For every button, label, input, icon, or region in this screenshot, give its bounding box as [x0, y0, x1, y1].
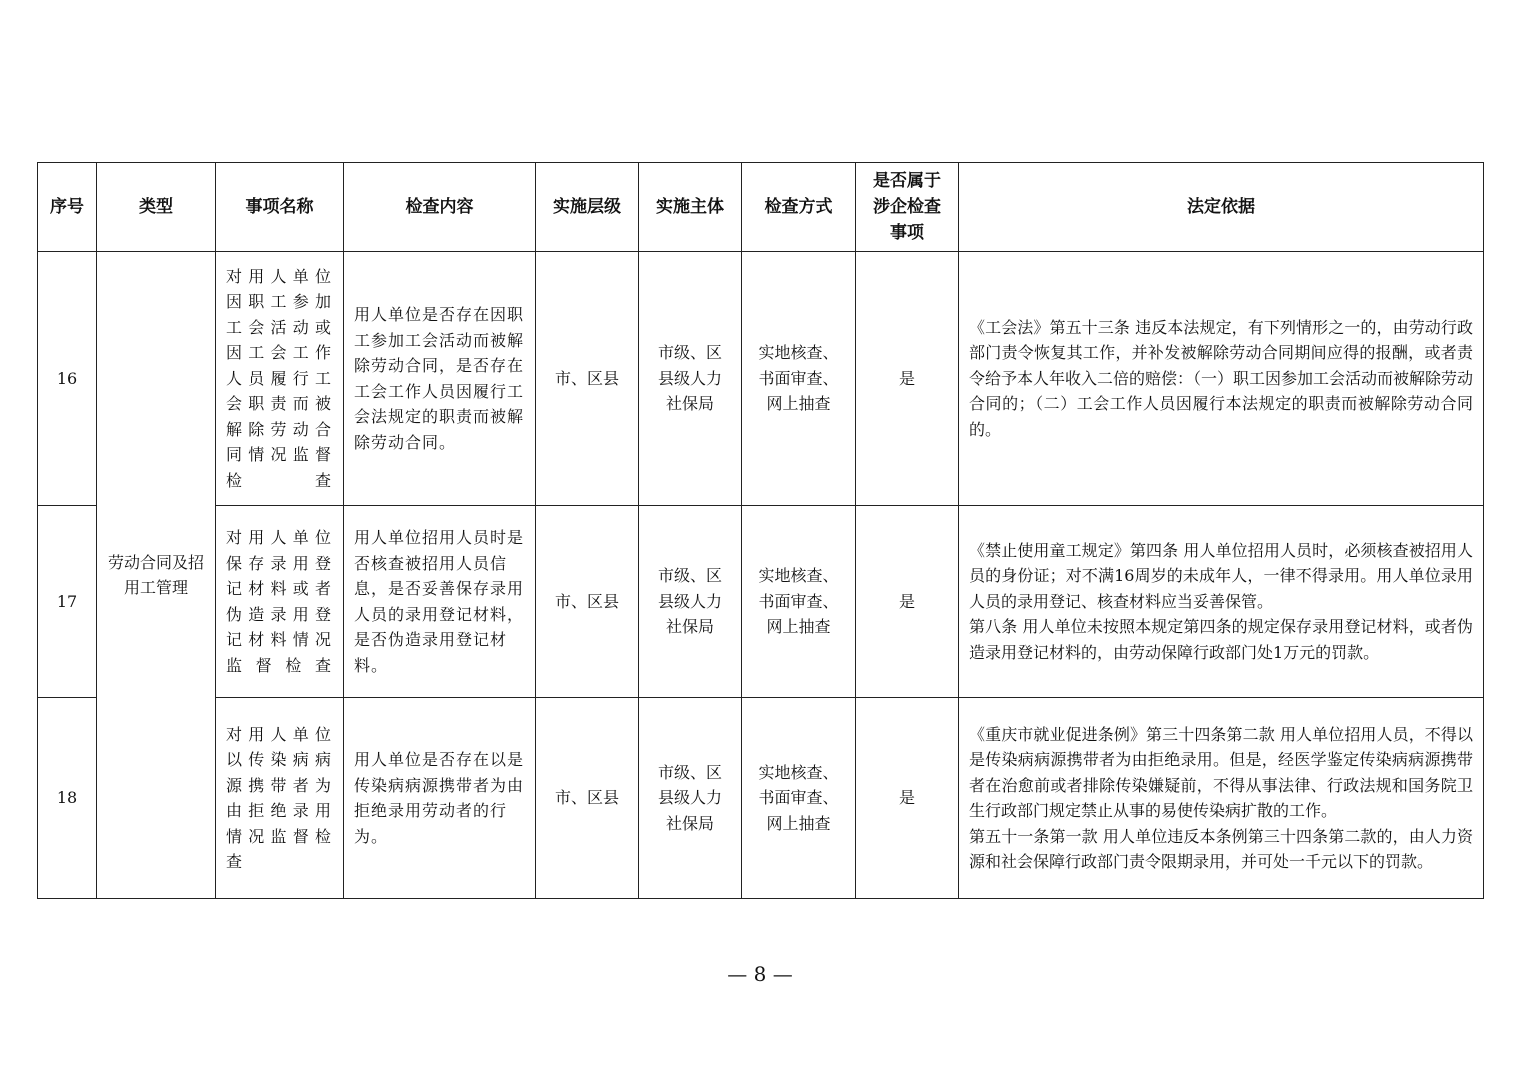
row-subject-text: 市级、区县级人力社保局	[657, 762, 722, 833]
header-item-name: 事项名称	[216, 163, 344, 252]
header-legal-basis: 法定依据	[959, 163, 1484, 252]
page-number: — 8 —	[727, 962, 793, 986]
row-subject	[639, 698, 742, 899]
legal-basis-paragraph: 《重庆市就业促进条例》第三十四条第二款 用人单位招用人员，不得以是传染病病源携带者为由拒绝录用。但是，经医学鉴定传染病病源携带者在治愈前或者排除传染嫌疑前，不得从事法律、行政法规和国务院卫生行政部门规定禁止从事的易使传染病扩散的工作。	[969, 724, 1473, 820]
row-method	[742, 252, 856, 506]
row-subject	[639, 506, 742, 698]
row-inspection-content: 用人单位招用人员时是否核查被招用人员信息，是否妥善保存录用人员的录用登记材料，是否伪造录用登记材料。	[344, 506, 536, 698]
row-serial: 18	[38, 698, 97, 899]
row-subject	[639, 252, 742, 506]
header-enterprise-related	[856, 163, 959, 252]
legal-basis-paragraph: 第五十一条第一款 用人单位违反本条例第三十四条第二款的，由人力资源和社会保障行政部门责令限期录用，并可处一千元以下的罚款。	[969, 826, 1473, 871]
row-item-name: 对用人单位保存录用登记材料或者伪造录用登记材料情况监督检查	[216, 506, 344, 698]
row-legal-basis	[959, 698, 1484, 899]
table-header-row	[38, 163, 1484, 252]
row-method-text: 实地核查、书面审查、网上抽查	[758, 343, 839, 414]
row-subject-text: 市级、区县级人力社保局	[657, 566, 722, 637]
row-level: 市、区县	[536, 506, 639, 698]
row-serial: 17	[38, 506, 97, 698]
header-inspection-content: 检查内容	[344, 163, 536, 252]
legal-basis-paragraph: 第八条 用人单位未按照本规定第四条的规定保存录用登记材料，或者伪造录用登记材料的，由劳动保障行政部门处1万元的罚款。	[969, 617, 1473, 662]
header-method: 检查方式	[742, 163, 856, 252]
row-subject-text: 市级、区县级人力社保局	[657, 343, 722, 414]
legal-basis-paragraph: 《工会法》第五十三条 违反本法规定，有下列情形之一的，由劳动行政部门责令恢复其工作，并补发被解除劳动合同期间应得的报酬，或者责令给予本人年收入二倍的赔偿：（一）职工因参加工会活动而被解除劳动合同的；（二）工会工作人员因履行本法规定的职责而被解除劳动合同的。	[969, 317, 1474, 439]
category-text: 劳动合同及招用工管理	[107, 552, 204, 597]
legal-basis-paragraph: 《禁止使用童工规定》第四条 用人单位招用人员时，必须核查被招用人员的身份证；对不满16周岁的未成年人，一律不得录用。用人单位录用人员的录用登记、核查材料应当妥善保管。	[969, 540, 1473, 611]
row-enterprise-related: 是	[856, 506, 959, 698]
row-enterprise-related: 是	[856, 698, 959, 899]
table-row	[38, 506, 1484, 698]
header-subject: 实施主体	[639, 163, 742, 252]
row-legal-basis	[959, 252, 1484, 506]
row-method-text: 实地核查、书面审查、网上抽查	[758, 566, 839, 637]
row-level: 市、区县	[536, 252, 639, 506]
row-category	[97, 252, 216, 899]
row-method	[742, 506, 856, 698]
inspection-items-table	[37, 162, 1484, 899]
row-method	[742, 698, 856, 899]
row-level: 市、区县	[536, 698, 639, 899]
header-type: 类型	[97, 163, 216, 252]
table-row	[38, 252, 1484, 506]
header-serial: 序号	[38, 163, 97, 252]
row-item-name: 对用人单位因职工参加工会活动或因工会工作人员履行工会职责而被解除劳动合同情况监督检查	[216, 252, 344, 506]
row-inspection-content: 用人单位是否存在以是传染病病源携带者为由拒绝录用劳动者的行为。	[344, 698, 536, 899]
row-item-name: 对用人单位以传染病病源携带者为由拒绝录用情况监督检查	[216, 698, 344, 899]
row-inspection-content: 用人单位是否存在因职工参加工会活动而被解除劳动合同，是否存在工会工作人员因履行工会法规定的职责而被解除劳动合同。	[344, 252, 536, 506]
header-level: 实施层级	[536, 163, 639, 252]
row-enterprise-related: 是	[856, 252, 959, 506]
header-enterprise-related-text: 是否属于涉企检查事项	[873, 171, 941, 243]
table-row	[38, 698, 1484, 899]
row-serial: 16	[38, 252, 97, 506]
row-method-text: 实地核查、书面审查、网上抽查	[758, 762, 839, 833]
row-legal-basis	[959, 506, 1484, 698]
